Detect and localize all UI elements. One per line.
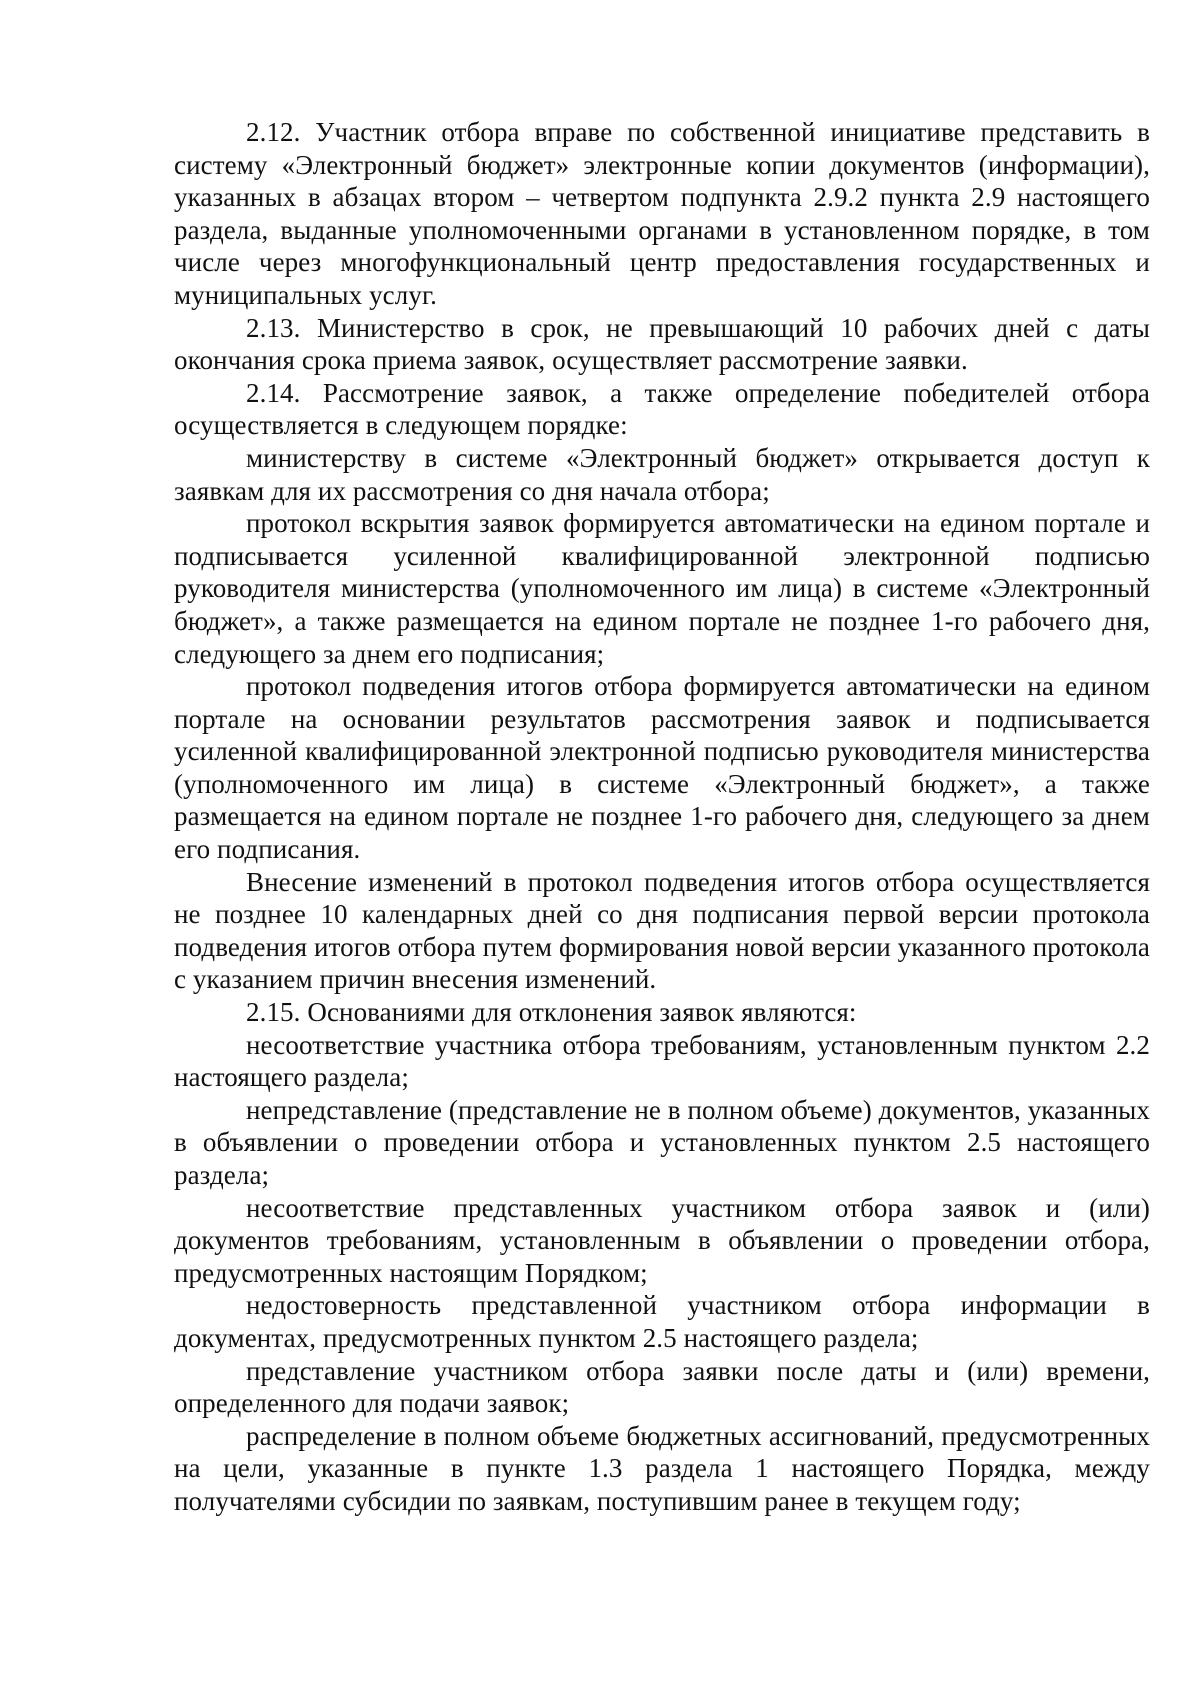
paragraph-2-12: 2.12. Участник отбора вправе по собственной инициативе представить в систему «Электронный бюджет» электронные копии документов (информации), указанных в абзацах втором – четвертом подпункта 2.9.2 пункта 2.9 настоящего раздела, выданные уполномоченными органами в установленном порядке, в том числе через многофункциональный центр предоставления государственных и муниципальных услуг. bbox=[174, 117, 1150, 310]
paragraph-2-15-item-missing-documents: непредставление (представление не в полном объеме) документов, указанных в объявлении о проведении отбора и установленных пунктом 2.5 настоящего раздела; bbox=[174, 1094, 1150, 1190]
paragraph-2-15-item-budget-allocation: распределение в полном объеме бюджетных ассигнований, предусмотренных на цели, указанные в пункте 1.3 раздела 1 настоящего Порядка, между получателями субсидии по заявкам, поступившим ранее в текущем году; bbox=[174, 1420, 1150, 1516]
paragraph-2-14-item-access: министерству в системе «Электронный бюджет» открывается доступ к заявкам для их рассмотрения со дня начала отбора; bbox=[174, 442, 1150, 506]
paragraph-2-15-item-inaccuracy: недостоверность представленной участником отбора информации в документах, предусмотренных пунктом 2.5 настоящего раздела; bbox=[174, 1290, 1150, 1353]
paragraph-2-14-amendments: Внесение изменений в протокол подведения итогов отбора осуществляется не позднее 10 календарных дней со дня подписания первой версии протокола подведения итогов отбора путем формирования новой версии указанного протокола с указанием причин внесения изменений. bbox=[174, 866, 1150, 995]
paragraph-2-14-item-results-protocol: протокол подведения итогов отбора формируется автоматически на едином портале на основании результатов рассмотрения заявок и подписывается усиленной квалифицированной электронной подписью руководителя министерства (уполномоченного им лица) в системе «Электронный бюджет», а также размещается на едином портале не позднее 1-го рабочего дня, следующего за днем его подписания. bbox=[174, 671, 1150, 865]
paragraph-2-14: 2.14. Рассмотрение заявок, а также определение победителей отбора осуществляется в следующем порядке: bbox=[174, 377, 1150, 441]
paragraph-2-14-item-opening-protocol: протокол вскрытия заявок формируется автоматически на едином портале и подписывается усиленной квалифицированной электронной подписью руководителя министерства (уполномоченного им лица) в системе «Электронный бюджет», а также размещается на едином портале не позднее 1-го рабочего дня, следующего за днем его подписания; bbox=[174, 508, 1150, 669]
paragraph-2-13: 2.13. Министерство в срок, не превышающий 10 рабочих дней с даты окончания срока приема заявок, осуществляет рассмотрение заявки. bbox=[174, 312, 1150, 376]
document-body bbox=[174, 116, 1150, 1518]
paragraph-2-15-item-noncompliance: несоответствие представленных участником отбора заявок и (или) документов требованиям, установленным в объявлении о проведении отбора, предусмотренных настоящим Порядком; bbox=[174, 1192, 1150, 1288]
paragraph-2-15-item-late-submission: представление участником отбора заявки после даты и (или) времени, определенного для подачи заявок; bbox=[174, 1355, 1150, 1419]
paragraph-2-15: 2.15. Основаниями для отклонения заявок являются: bbox=[246, 997, 857, 1028]
paragraph-2-15-item-requirements: несоответствие участника отбора требованиям, установленным пунктом 2.2 настоящего раздела; bbox=[174, 1029, 1150, 1093]
